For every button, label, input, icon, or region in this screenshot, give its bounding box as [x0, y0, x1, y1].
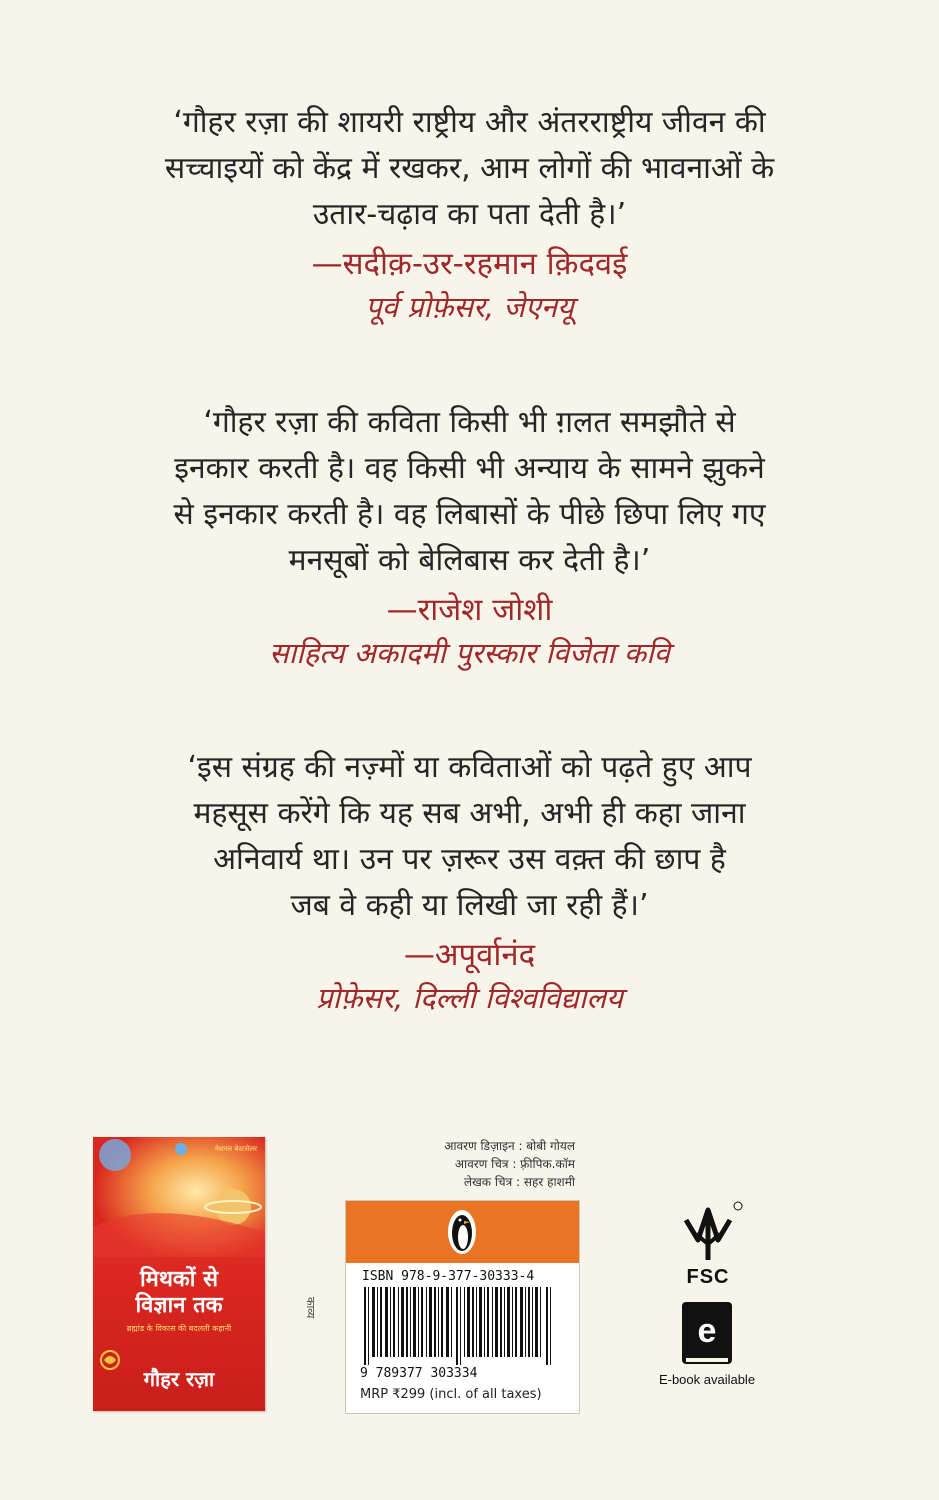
quote-attribution-role: साहित्य अकादमी पुरस्कार विजेता कवि — [269, 636, 670, 670]
mini-book-subtitle: ब्रह्मांड के विकास की बदलती कहानी — [126, 1324, 232, 1333]
quote-block-3 — [60, 745, 879, 1019]
credit-line: आवरण डिज़ाइन : बोबी गोयल — [444, 1139, 575, 1153]
quote-attribution-role: प्रोफ़ेसर, दिल्ली विश्वविद्यालय — [316, 981, 623, 1015]
mini-book-author: गौहर रज़ा — [143, 1367, 215, 1391]
quote-line: ‘गौहर रज़ा की शायरी राष्ट्रीय और अंतरराष्ट्रीय जीवन की — [173, 105, 766, 140]
penguin-logo-icon — [447, 1209, 477, 1255]
quote-attribution-name: —राजेश जोशी — [386, 592, 553, 628]
cover-artwork-image — [93, 1137, 265, 1257]
quote-attribution-name: —अपूर्वानंद — [403, 937, 536, 973]
mini-book-title: विज्ञान तक — [135, 1293, 223, 1318]
quote-line: सच्चाइयों को केंद्र में रखकर, आम लोगों की भावनाओं के — [164, 151, 775, 186]
quote-line: ‘इस संग्रह की नज़्मों या कविताओं को पढ़ते हुए आप — [187, 750, 752, 785]
fsc-logo — [668, 1200, 748, 1289]
ebook-icon — [676, 1300, 738, 1370]
quote-line: उतार-चढ़ाव का पता देती है।’ — [312, 197, 627, 232]
publisher-band — [346, 1201, 579, 1263]
quote-line: जब वे कही या लिखी जा रही हैं।’ — [290, 888, 649, 923]
mrp-price: MRP ₹299 (incl. of all taxes) — [360, 1387, 542, 1402]
bestseller-badge: नेशनल बेस्टसेलर — [214, 1145, 257, 1153]
quote-block-2 — [60, 400, 879, 674]
mini-book-title: मिथकों से — [139, 1267, 219, 1292]
quote-line: ‘गौहर रज़ा की कविता किसी भी ग़लत समझौते से — [203, 405, 736, 440]
fsc-label: FSC — [686, 1266, 730, 1288]
ebook-letter: e — [697, 1312, 717, 1350]
quote-line: इनकार करती है। वह किसी भी अन्याय के सामने झुकने — [174, 451, 765, 486]
quote-line: से इनकार करती है। वह लिबासों के पीछे छिपा लिए गए — [173, 497, 766, 532]
barcode-image — [360, 1287, 560, 1365]
barcode-panel — [345, 1200, 580, 1414]
cover-credits — [355, 1137, 575, 1191]
ebook-label: E-book available — [658, 1372, 756, 1387]
credit-line: लेखक चित्र : सहर हाशमी — [463, 1175, 575, 1189]
ebook-badge — [632, 1300, 782, 1387]
quote-attribution-role: पूर्व प्रोफ़ेसर, जेएनयू — [365, 290, 574, 324]
genre-label: काव्य — [304, 1297, 317, 1319]
quote-block-1 — [60, 100, 879, 328]
book-cover-thumbnail — [93, 1137, 265, 1411]
quote-line: अनिवार्य था। उन पर ज़रूर उस वक़्त की छाप है — [213, 842, 726, 877]
credit-line: आवरण चित्र : फ़्रीपिक.कॉम — [454, 1157, 575, 1171]
fsc-tree-icon — [668, 1200, 748, 1262]
quote-attribution-name: —सदीक़-उर-रहमान क़िदवई — [311, 246, 628, 282]
isbn-text: ISBN 978-9-377-30333-4 — [362, 1269, 535, 1284]
quote-line: महसूस करेंगे कि यह सब अभी, अभी ही कहा जाना — [193, 796, 746, 831]
barcode-digits: 9 789377 303334 — [360, 1366, 478, 1381]
quote-line: मनसूबों को बेलिबास कर देती है।’ — [288, 543, 651, 578]
